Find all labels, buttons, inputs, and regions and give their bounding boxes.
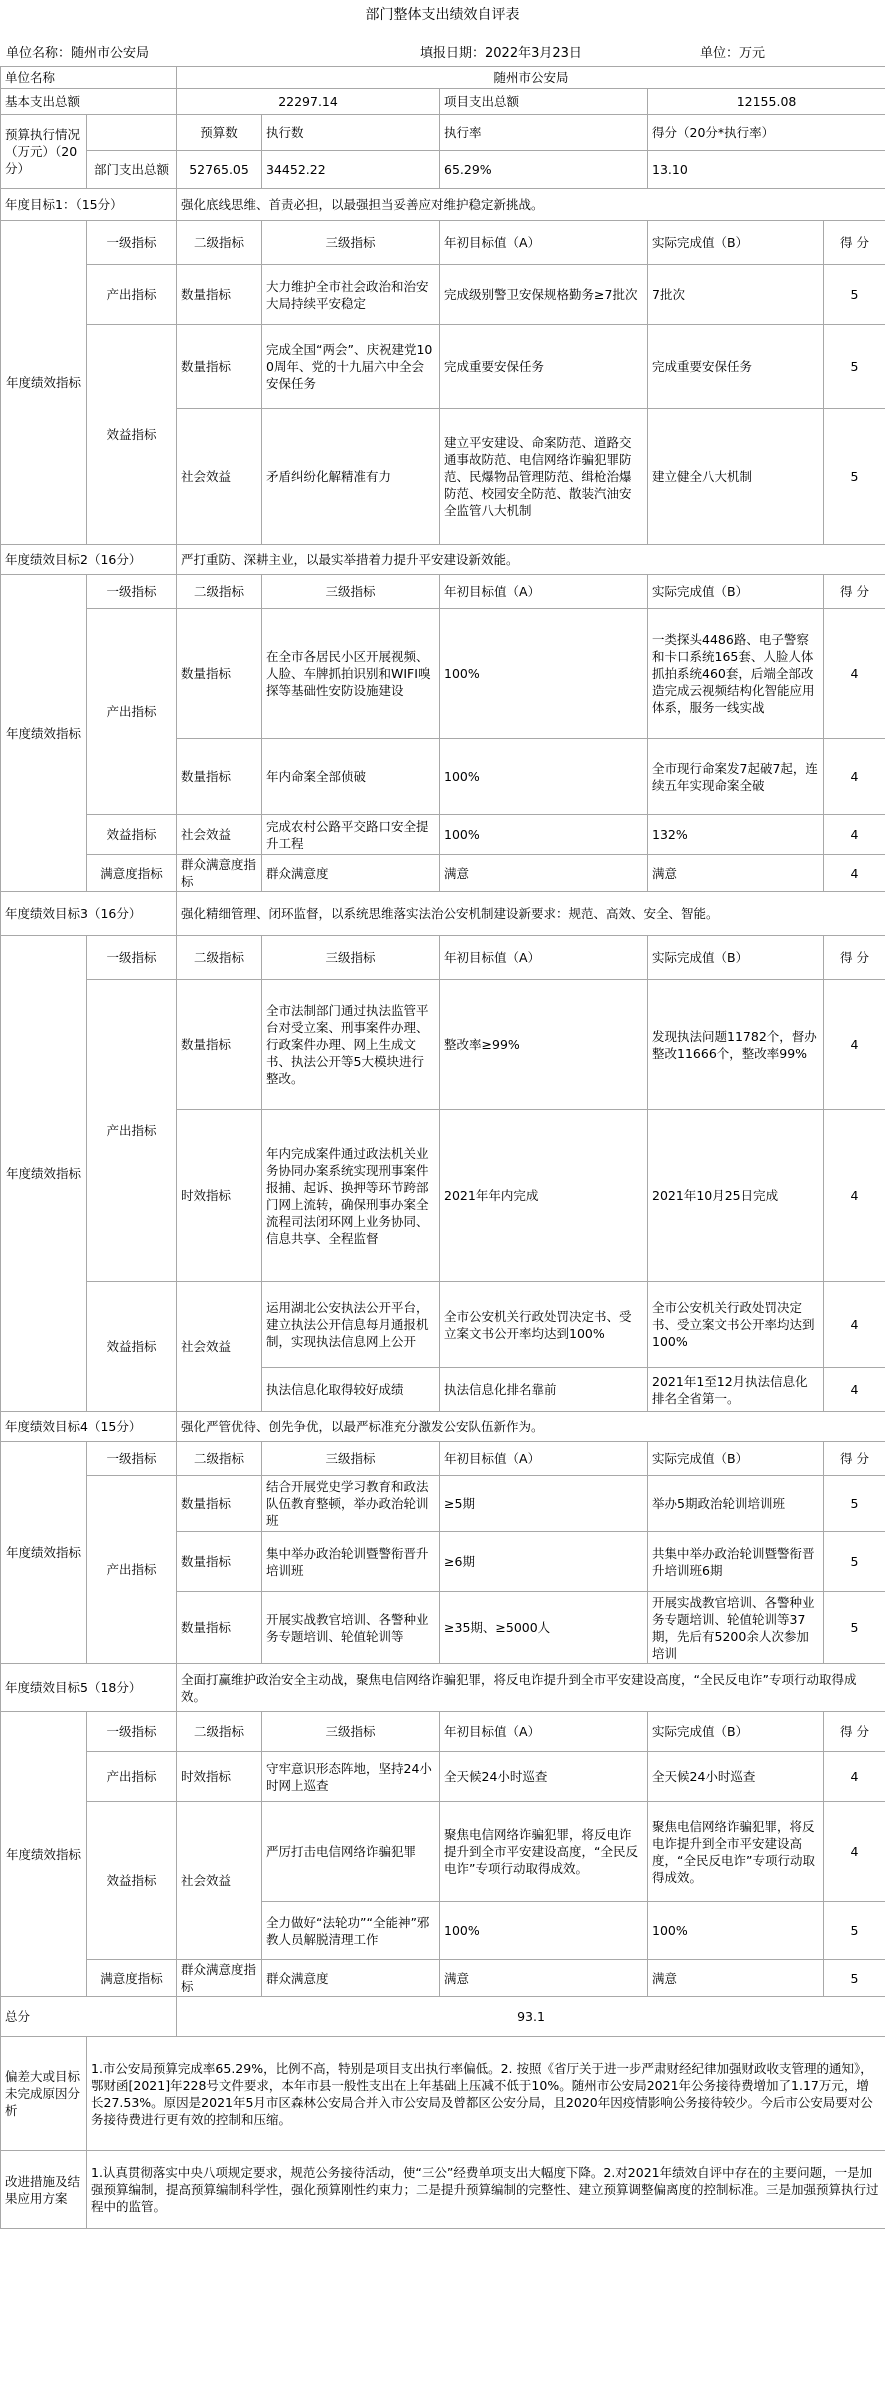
lvl3-cell: 年内完成案件通过政法机关业务协同办案系统实现刑事案件报捕、起诉、换押等环节跨部门网上流转，确保刑事办案全流程司法闭环网上业务协同、信息共享、全程监督 [262, 1110, 440, 1282]
table-row [1, 855, 885, 892]
target-cell: 整改率≥99% [440, 980, 648, 1110]
lvl2-cell: 数量指标 [177, 1532, 262, 1592]
goal5-label: 年度绩效目标5（18分） [1, 1664, 177, 1712]
lvl2-cell: 社会效益 [177, 815, 262, 855]
col-actual: 实际完成值（B） [648, 575, 824, 609]
score-cell: 5 [824, 265, 885, 325]
lvl1-cell: 产出指标 [87, 1752, 177, 1802]
score-cell: 5 [824, 1476, 885, 1532]
budget-col-rate: 执行率 [440, 115, 648, 151]
actual-cell: 100% [648, 1902, 824, 1960]
lvl3-cell: 结合开展党史学习教育和政法队伍教育整顿，举办政治轮训班 [262, 1476, 440, 1532]
lvl3-cell: 集中举办政治轮训暨警衔晋升培训班 [262, 1532, 440, 1592]
table-row [1, 980, 885, 1110]
lvl2-cell: 社会效益 [177, 409, 262, 545]
target-cell: ≥5期 [440, 1476, 648, 1532]
target-cell: 100% [440, 739, 648, 815]
col-target: 年初目标值（A） [440, 1712, 648, 1752]
col-lvl3: 三级指标 [262, 1712, 440, 1752]
col-lvl3: 三级指标 [262, 575, 440, 609]
score-cell: 4 [824, 739, 885, 815]
score-value: 13.10 [648, 151, 885, 189]
actual-cell: 2021年1至12月执法信息化排名全省第一。 [648, 1368, 824, 1412]
col-actual: 实际完成值（B） [648, 1442, 824, 1476]
actual-cell: 一类探头4486路、电子警察和卡口系统165套、人脸人体抓拍系统460套，后端全部改造完成云视频结构化智能应用体系，服务一线实战 [648, 609, 824, 739]
target-cell: 聚焦电信网络诈骗犯罪，将反电诈提升到全市平安建设高度，“全民反电诈”专项行动取得成效。 [440, 1802, 648, 1902]
goal1-row [1, 189, 885, 221]
col-target: 年初目标值（A） [440, 221, 648, 265]
page-title: 部门整体支出绩效自评表 [365, 7, 520, 23]
goal4-label: 年度绩效目标4（15分） [1, 1412, 177, 1442]
evaluation-table [0, 66, 885, 2229]
budget-blank-cell [87, 115, 177, 151]
improve-row [1, 2151, 885, 2229]
col-score: 得 分 [824, 936, 885, 980]
lvl1-cell: 效益指标 [87, 1802, 177, 1960]
lvl3-cell: 守牢意识形态阵地，坚持24小时网上巡查 [262, 1752, 440, 1802]
lvl3-cell: 执法信息化取得较好成绩 [262, 1368, 440, 1412]
table-row [1, 1802, 885, 1902]
col-actual: 实际完成值（B） [648, 1712, 824, 1752]
table-row [1, 1960, 885, 1997]
project-expense-value: 12155.08 [648, 89, 885, 115]
actual-cell: 举办5期政治轮训培训班 [648, 1476, 824, 1532]
lvl1-cell: 效益指标 [87, 1282, 177, 1412]
table-row [1, 815, 885, 855]
lvl1-cell: 效益指标 [87, 325, 177, 545]
lvl3-cell: 全力做好“法轮功”“全能神”邪教人员解脱清理工作 [262, 1902, 440, 1960]
table-row [1, 325, 885, 409]
lvl2-cell: 群众满意度指标 [177, 855, 262, 892]
project-expense-label: 项目支出总额 [440, 89, 648, 115]
deviation-label: 偏差大或目标未完成原因分析 [1, 2037, 87, 2151]
lvl2-cell: 数量指标 [177, 980, 262, 1110]
budget-section-label: 预算执行情况（万元）（20分） [1, 115, 87, 189]
col-lvl2: 二级指标 [177, 1712, 262, 1752]
lvl3-cell: 开展实战教官培训、各警种业务专题培训、轮值轮训等 [262, 1592, 440, 1664]
goal1-text: 强化底线思维、首责必担，以最强担当妥善应对维护稳定新挑战。 [177, 189, 885, 221]
col-lvl2: 二级指标 [177, 221, 262, 265]
score-cell: 4 [824, 609, 885, 739]
fill-date-label: 填报日期：2022年3月23日 [420, 46, 582, 61]
target-cell: 2021年年内完成 [440, 1110, 648, 1282]
actual-cell: 建立健全八大机制 [648, 409, 824, 545]
col-lvl3: 三级指标 [262, 1442, 440, 1476]
col-target: 年初目标值（A） [440, 936, 648, 980]
goal3-col-header [1, 936, 885, 980]
col-lvl3: 三级指标 [262, 221, 440, 265]
lvl2-cell: 数量指标 [177, 1592, 262, 1664]
deviation-row [1, 2037, 885, 2151]
target-cell: 执法信息化排名靠前 [440, 1368, 648, 1412]
lvl3-cell: 群众满意度 [262, 1960, 440, 1997]
lvl3-cell: 年内命案全部侦破 [262, 739, 440, 815]
actual-cell: 全天候24小时巡查 [648, 1752, 824, 1802]
actual-cell: 共集中举办政治轮训暨警衔晋升培训班6期 [648, 1532, 824, 1592]
table-row [1, 1476, 885, 1532]
target-cell: 全市公安机关行政处罚决定书、受立案文书公开率均达到100% [440, 1282, 648, 1368]
score-cell: 4 [824, 1368, 885, 1412]
table-row [1, 1752, 885, 1802]
lvl2-cell: 数量指标 [177, 265, 262, 325]
lvl2-cell: 数量指标 [177, 609, 262, 739]
target-cell: 100% [440, 609, 648, 739]
budget-value-row [1, 151, 885, 189]
target-cell: 满意 [440, 855, 648, 892]
lvl3-cell: 大力维护全市社会政治和治安大局持续平安稳定 [262, 265, 440, 325]
unit-row [1, 67, 885, 89]
col-lvl2: 二级指标 [177, 575, 262, 609]
actual-cell: 2021年10月25日完成 [648, 1110, 824, 1282]
actual-cell: 开展实战教官培训、各警种业务专题培训、轮值轮训等37期，先后有5200余人次参加培训 [648, 1592, 824, 1664]
lvl1-cell: 产出指标 [87, 609, 177, 815]
score-cell: 4 [824, 1752, 885, 1802]
exec-value: 34452.22 [262, 151, 440, 189]
score-cell: 4 [824, 1110, 885, 1282]
lvl2-cell: 数量指标 [177, 1476, 262, 1532]
goal1-label: 年度目标1：（15分） [1, 189, 177, 221]
score-cell: 4 [824, 980, 885, 1110]
table-row [1, 265, 885, 325]
actual-cell: 发现执法问题11782个，督办整改11666个，整改率99% [648, 980, 824, 1110]
col-score: 得 分 [824, 1442, 885, 1476]
lvl2-cell: 时效指标 [177, 1110, 262, 1282]
target-cell: ≥6期 [440, 1532, 648, 1592]
lvl1-cell: 满意度指标 [87, 855, 177, 892]
deviation-text: 1.市公安局预算完成率65.29%，比例不高，特别是项目支出执行率偏低。2. 按照《省厅关于进一步严肃财经纪律加强财政收支管理的通知》，鄂财函[2021]年228号文件要求，本年市县一般性支出在上年基础上压减不低于10%。随州市公安局2021年公务接待费增加了1.17万元，增长27.53%。原因是2021年5月市区森林公安局合并入市公安局及曾都区公安分局，且2020年因疫情影响公务接待较少。今后市公安局要对公务接待费进行更有效的控制和压缩。 [87, 2037, 885, 2151]
lvl3-cell: 群众满意度 [262, 855, 440, 892]
basic-expense-label: 基本支出总额 [1, 89, 177, 115]
col-lvl1: 一级指标 [87, 1712, 177, 1752]
actual-cell: 聚焦电信网络诈骗犯罪，将反电诈提升到全市平安建设高度，“全民反电诈”专项行动取得成效。 [648, 1802, 824, 1902]
lvl1-cell: 产出指标 [87, 265, 177, 325]
col-actual: 实际完成值（B） [648, 936, 824, 980]
goal5-row [1, 1664, 885, 1712]
actual-cell: 完成重要安保任务 [648, 325, 824, 409]
actual-cell: 满意 [648, 855, 824, 892]
lvl1-cell: 产出指标 [87, 980, 177, 1282]
total-label: 总分 [1, 1997, 177, 2037]
goal4-row [1, 1412, 885, 1442]
target-cell: 建立平安建设、命案防范、道路交通事故防范、电信网络诈骗犯罪防范、民爆物品管理防范、缉枪治爆防范、校园安全防范、散装汽油安全监管八大机制 [440, 409, 648, 545]
score-cell: 5 [824, 1532, 885, 1592]
score-cell: 5 [824, 1960, 885, 1997]
lvl1-cell: 效益指标 [87, 815, 177, 855]
improve-label: 改进措施及结果应用方案 [1, 2151, 87, 2229]
money-unit-label: 单位：万元 [700, 46, 766, 61]
actual-cell: 满意 [648, 1960, 824, 1997]
score-cell: 4 [824, 1802, 885, 1902]
score-cell: 5 [824, 1902, 885, 1960]
goal2-label: 年度绩效目标2（16分） [1, 545, 177, 575]
expense-row [1, 89, 885, 115]
goal3-text: 强化精细管理、闭环监督，以系统思维落实法治公安机制建设新要求：规范、高效、安全、智能。 [177, 892, 885, 936]
unit-name-value: 随州市公安局 [177, 67, 885, 89]
lvl2-cell: 群众满意度指标 [177, 1960, 262, 1997]
lvl3-cell: 在全市各居民小区开展视频、人脸、车牌抓拍识别和WIFI嗅探等基础性安防设施建设 [262, 609, 440, 739]
lvl3-cell: 全市法制部门通过执法监管平台对受立案、刑事案件办理、行政案件办理、网上生成文书、执法公开等5大模块进行整改。 [262, 980, 440, 1110]
total-row [1, 1997, 885, 2037]
col-lvl1: 一级指标 [87, 936, 177, 980]
goal1-perf-label: 年度绩效指标 [1, 221, 87, 545]
actual-cell: 全市公安机关行政处罚决定书、受立案文书公开率均达到100% [648, 1282, 824, 1368]
goal2-perf-label: 年度绩效指标 [1, 575, 87, 892]
budget-value: 52765.05 [177, 151, 262, 189]
lvl3-cell: 矛盾纠纷化解精准有力 [262, 409, 440, 545]
goal2-col-header [1, 575, 885, 609]
col-score: 得 分 [824, 1712, 885, 1752]
target-cell: ≥35期、≥5000人 [440, 1592, 648, 1664]
goal3-perf-label: 年度绩效指标 [1, 936, 87, 1412]
unit-name-label: 单位名称：随州市公安局 [6, 46, 150, 61]
goal4-perf-label: 年度绩效指标 [1, 1442, 87, 1664]
score-cell: 5 [824, 325, 885, 409]
score-cell: 5 [824, 1592, 885, 1664]
basic-expense-value: 22297.14 [177, 89, 440, 115]
goal5-text: 全面打赢维护政治安全主动战，聚焦电信网络诈骗犯罪，将反电诈提升到全市平安建设高度，“全民反电诈”专项行动取得成效。 [177, 1664, 885, 1712]
col-lvl1: 一级指标 [87, 221, 177, 265]
score-cell: 4 [824, 855, 885, 892]
col-target: 年初目标值（A） [440, 575, 648, 609]
score-cell: 4 [824, 1282, 885, 1368]
lvl2-cell: 时效指标 [177, 1752, 262, 1802]
col-target: 年初目标值（A） [440, 1442, 648, 1476]
goal4-col-header [1, 1442, 885, 1476]
improve-text: 1.认真贯彻落实中央八项规定要求，规范公务接待活动，使“三公”经费单项支出大幅度下降。2.对2021年绩效自评中存在的主要问题，一是加强预算编制，提高预算编制科学性，强化预算刚性约束力；二是提升预算编制的完整性、建立预算调整偏离度的控制标准。三是加强预算执行过程中的监管。 [87, 2151, 885, 2229]
target-cell: 完成重要安保任务 [440, 325, 648, 409]
table-row [1, 609, 885, 739]
col-lvl2: 二级指标 [177, 936, 262, 980]
goal2-text: 严打重防、深耕主业，以最实举措着力提升平安建设新效能。 [177, 545, 885, 575]
total-value: 93.1 [177, 1997, 885, 2037]
budget-col-exec: 执行数 [262, 115, 440, 151]
col-lvl1: 一级指标 [87, 1442, 177, 1476]
actual-cell: 132% [648, 815, 824, 855]
budget-row-label: 部门支出总额 [87, 151, 177, 189]
actual-cell: 全市现行命案发7起破7起，连续五年实现命案全破 [648, 739, 824, 815]
goal5-perf-label: 年度绩效指标 [1, 1712, 87, 1997]
col-lvl2: 二级指标 [177, 1442, 262, 1476]
goal5-col-header [1, 1712, 885, 1752]
lvl3-cell: 运用湖北公安执法公开平台，建立执法公开信息每月通报机制，实现执法信息网上公开 [262, 1282, 440, 1368]
col-score: 得 分 [824, 575, 885, 609]
goal4-text: 强化严管优待、创先争优，以最严标准充分激发公安队伍新作为。 [177, 1412, 885, 1442]
col-lvl3: 三级指标 [262, 936, 440, 980]
col-score: 得 分 [824, 221, 885, 265]
lvl2-cell: 社会效益 [177, 1282, 262, 1412]
actual-cell: 7批次 [648, 265, 824, 325]
lvl2-cell: 社会效益 [177, 1802, 262, 1960]
goal1-col-header [1, 221, 885, 265]
table-row [1, 1282, 885, 1368]
col-actual: 实际完成值（B） [648, 221, 824, 265]
score-cell: 4 [824, 815, 885, 855]
budget-header-row [1, 115, 885, 151]
lvl3-cell: 严厉打击电信网络诈骗犯罪 [262, 1802, 440, 1902]
target-cell: 100% [440, 1902, 648, 1960]
target-cell: 完成级别警卫安保规格勤务≥7批次 [440, 265, 648, 325]
rate-value: 65.29% [440, 151, 648, 189]
lvl2-cell: 数量指标 [177, 739, 262, 815]
col-lvl1: 一级指标 [87, 575, 177, 609]
target-cell: 满意 [440, 1960, 648, 1997]
goal3-row [1, 892, 885, 936]
budget-col-budget: 预算数 [177, 115, 262, 151]
lvl3-cell: 完成农村公路平交路口安全提升工程 [262, 815, 440, 855]
lvl3-cell: 完成全国“两会”、庆祝建党100周年、党的十九届六中全会安保任务 [262, 325, 440, 409]
lvl1-cell: 产出指标 [87, 1476, 177, 1664]
target-cell: 100% [440, 815, 648, 855]
target-cell: 全天候24小时巡查 [440, 1752, 648, 1802]
unit-name-header: 单位名称 [1, 67, 177, 89]
score-cell: 5 [824, 409, 885, 545]
budget-col-score: 得分（20分*执行率） [648, 115, 885, 151]
goal2-row [1, 545, 885, 575]
lvl1-cell: 满意度指标 [87, 1960, 177, 1997]
goal3-label: 年度绩效目标3（16分） [1, 892, 177, 936]
lvl2-cell: 数量指标 [177, 325, 262, 409]
